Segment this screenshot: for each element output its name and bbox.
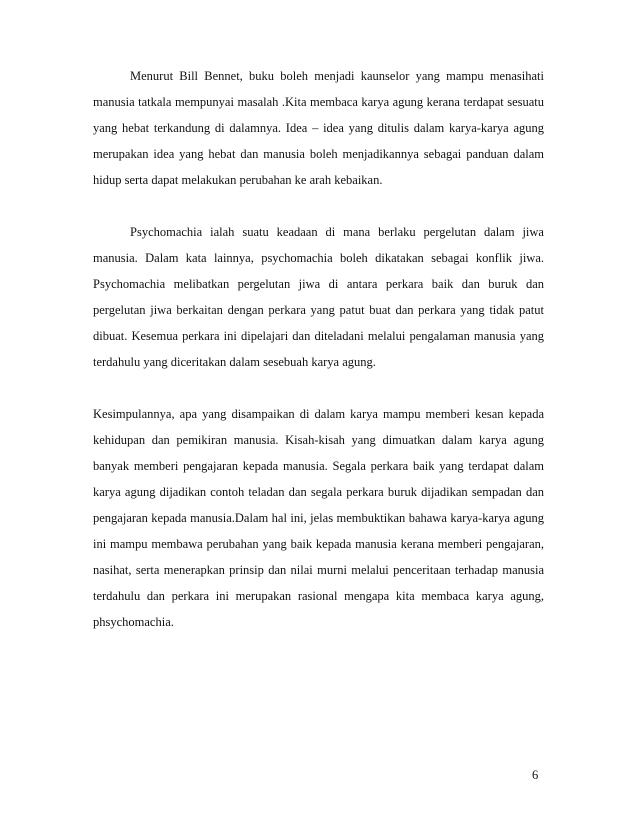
paragraph-psychomachia: Psychomachia ialah suatu keadaan di mana berlaku pergelutan dalam jiwa manusia. Dalam kata lainnya, psychomachia boleh dikatakan sebagai konflik jiwa. Psychomachia melibatkan pergelutan jiwa di antara perkara baik dan buruk dan pergelutan jiwa berkaitan dengan perkara yang patut buat dan perkara yang tidak patut dibuat. Kesemua perkara ini dipelajari dan diteladani melalui pengalaman manusia yang terdahulu yang diceritakan dalam sesebuah karya agung. [93,225,544,369]
paragraph-kesimpulan: Kesimpulannya, apa yang disampaikan di dalam karya mampu memberi kesan kepada kehidupan dan pemikiran manusia. Kisah-kisah yang dimuatkan dalam karya agung banyak memberi pengajaran kepada manusia. Segala perkara baik yang terdapat dalam karya agung dijadikan contoh teladan dan segala perkara buruk dijadikan sempadan dan pengajaran kepada manusia.Dalam hal ini, jelas membuktikan bahawa karya-karya agung ini mampu membawa perubahan yang baik kepada manusia kerana memberi pengajaran, nasihat, serta menerapkan prinsip dan nilai murni melalui penceritaan terhadap manusia terdahulu dan perkara ini merupakan rasional mengapa kita membaca karya agung, phsychomachia. [93,407,544,629]
document-body [93,63,544,635]
page-number: 6 [532,768,539,782]
paragraph-bill-bennet: Menurut Bill Bennet, buku boleh menjadi kaunselor yang mampu menasihati manusia tatkala mempunyai masalah .Kita membaca karya agung kerana terdapat sesuatu yang hebat terkandung di dalamnya. Idea – idea yang ditulis dalam karya-karya agung merupakan idea yang hebat dan manusia boleh menjadikannya sebagai panduan dalam hidup serta dapat melakukan perubahan ke arah kebaikan. [93,69,544,187]
